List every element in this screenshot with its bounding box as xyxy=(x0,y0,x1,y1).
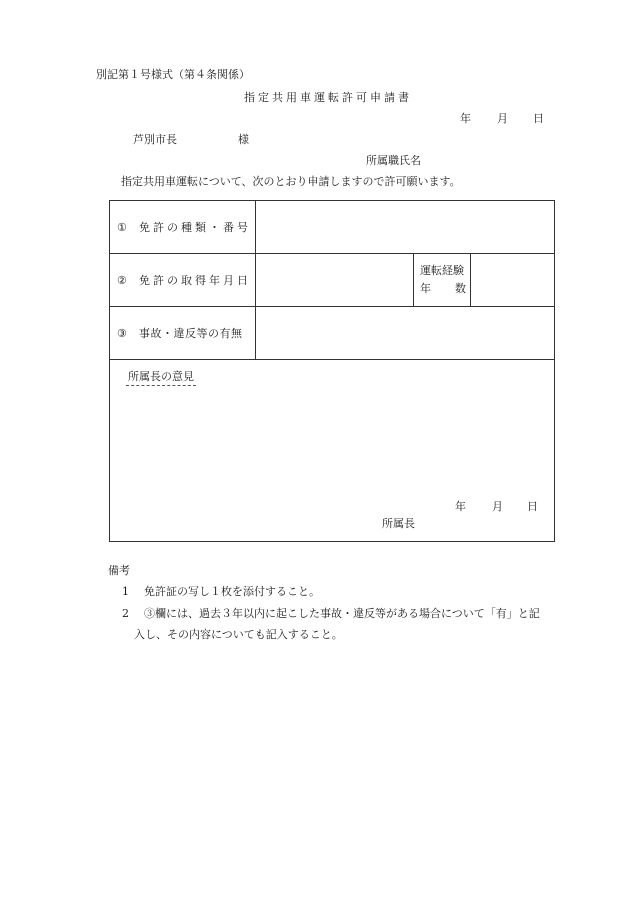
field-driving-experience[interactable] xyxy=(471,254,555,307)
note-item xyxy=(122,583,320,599)
label-license-type xyxy=(110,201,256,254)
field-accidents[interactable] xyxy=(256,307,555,360)
row-license-date xyxy=(110,254,555,307)
form-reference: 別記第１号様式（第４条関係） xyxy=(96,68,250,81)
addressee: 芦別市長 xyxy=(133,133,177,146)
date-day: 日 xyxy=(533,112,544,125)
note-text: 免許証の写し１枚を添付すること。 xyxy=(144,585,320,598)
date-month: 月 xyxy=(497,112,508,125)
application-table xyxy=(109,200,555,542)
opinion-date-year: 年 xyxy=(455,500,466,513)
supervisor-signature-label: 所属長 xyxy=(382,517,415,530)
row-number: ② xyxy=(117,274,127,287)
label-driving-experience xyxy=(414,254,471,307)
note-number: 1 xyxy=(122,585,129,598)
field-license-type[interactable] xyxy=(256,201,555,254)
applicant-label: 所属職氏名 xyxy=(366,154,421,167)
row-accidents xyxy=(110,307,555,360)
note-number: 2 xyxy=(122,607,129,620)
label-accidents xyxy=(110,307,256,360)
field-license-date[interactable] xyxy=(256,254,414,307)
row-label: 免許の取得年月日 xyxy=(139,274,251,287)
experience-line2: 年 数 xyxy=(420,282,466,295)
note-text: ③欄には、過去３年以内に起こした事故・違反等がある場合について「有」と記 xyxy=(144,607,540,620)
opinion-date-day: 日 xyxy=(527,500,538,513)
row-number: ③ xyxy=(117,327,127,340)
row-supervisor-opinion xyxy=(110,360,555,542)
row-license-type xyxy=(110,201,555,254)
row-number: ① xyxy=(117,221,127,234)
date-year: 年 xyxy=(460,112,471,125)
experience-line1: 運転経験 xyxy=(420,264,464,277)
field-supervisor-opinion[interactable] xyxy=(110,360,555,542)
notes-title: 備考 xyxy=(108,564,130,577)
row-label: 事故・違反等の有無 xyxy=(139,327,243,340)
addressee-honorific: 様 xyxy=(238,133,249,146)
note-continuation: 入し、その内容についても記入すること。 xyxy=(134,628,343,641)
label-license-date xyxy=(110,254,256,307)
opinion-date-month: 月 xyxy=(492,500,503,513)
request-text: 指定共用車運転について、次のとおり申請しますので許可願います。 xyxy=(121,175,461,188)
form-title: 指定共用車運転許可申請書 xyxy=(244,91,412,104)
row-label: 免許の種類・番号 xyxy=(139,221,251,234)
supervisor-opinion-label: 所属長の意見 xyxy=(126,368,196,386)
note-item xyxy=(122,605,540,621)
